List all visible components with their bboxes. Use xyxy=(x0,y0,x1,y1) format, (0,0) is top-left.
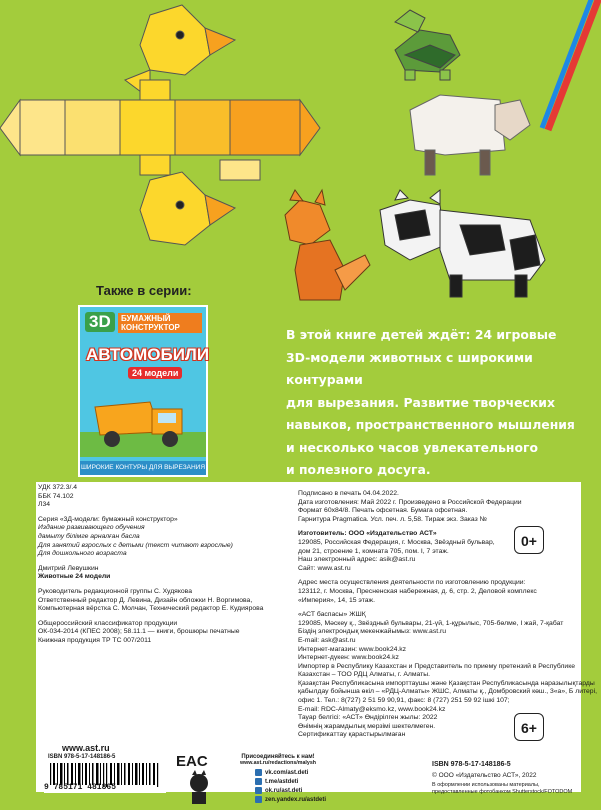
barcode-isbn: ISBN 978-5-17-148186-5 xyxy=(48,754,116,760)
imprint-line: Общероссийский классификатор продукции xyxy=(38,619,178,627)
imprint-line: Қазақстан Республикасына импорттаушы және Қазақстан Республикасында наразылықтарды xyxy=(298,679,595,687)
website-link[interactable]: www.ast.ru xyxy=(62,743,110,753)
imprint-line: Книжная продукция ТР ТС 007/2011 xyxy=(38,636,152,644)
cat-model xyxy=(285,190,370,300)
series-book-footer: ШИРОКИЕ КОНТУРЫ ДЛЯ ВЫРЕЗАНИЯ xyxy=(80,461,206,475)
turtle-model xyxy=(395,10,460,80)
imprint-line: ОК-034-2014 (КПЕС 2008); 58.11.1 — книги, брошюры печатные xyxy=(38,628,240,636)
description-line: и несколько часов увлекательного xyxy=(286,439,538,455)
imprint-line: Гарнитура Pragmatica. Усл. печ. л. 5,58. Тираж экз. Заказ № xyxy=(298,515,487,523)
imprint-line: Өнімнің жарамдылық мерзімі шектелмеген. xyxy=(298,722,436,730)
imprint-line: қабылдау бойынша өкіл – «РДЦ-Алматы» ЖШС, Алматы қ., Домбровский көш., 3«а», Б литері, xyxy=(298,688,597,696)
description-line: для вырезания. Развитие творческих xyxy=(286,394,555,410)
imprint-line: Сертификаттау қарастырылмаған xyxy=(298,731,406,739)
imprint-line: Для занятий взрослых с детьми (текст читают взрослые) xyxy=(38,541,233,549)
zen-icon xyxy=(255,796,262,803)
imprint-line: 123112, г. Москва, Пресненская набережная, д. 6, стр. 2, Деловой комплекс xyxy=(298,587,537,595)
imprint-line: E-mail: RDC-Almaty@eksmo.kz, www.book24.kz xyxy=(298,705,446,713)
imprint-line: «Империя», 14, 15 этаж. xyxy=(298,596,375,604)
imprint-line: Серия «3Д-модели: бумажный конструктор» xyxy=(38,515,178,523)
ok-icon xyxy=(255,787,262,794)
imprint-panel xyxy=(36,482,597,803)
series-book-logo-subtitle: БУМАЖНЫЙ КОНСТРУКТОР xyxy=(118,313,202,333)
imprint-line: дамыту бiлiмге арналған басла xyxy=(38,532,140,540)
telegram-icon xyxy=(255,778,262,785)
social-item-vk[interactable]: vk.com/ast.deti xyxy=(255,768,337,777)
imprint-line: Формат 60x84/8. Печать офсетная. Бумага офсетная. xyxy=(298,507,468,515)
imprint-line: 129085, Мәскеу қ., Звёздный бульвары, 21-үй, 1-құрылыс, 705-бөлме, I жай, 7-қабат xyxy=(298,619,564,627)
imprint-line: «АСТ баспасы» ЖШҚ xyxy=(298,611,366,619)
imprint-line: Л34 xyxy=(38,501,51,509)
social-item-zen[interactable]: zen.yandex.ru/astdeti xyxy=(255,795,337,804)
imprint-line: офис 1. Тел.: 8(727) 2 51 59 90,91, факс: 8 (727) 251 59 92 ішкі 107; xyxy=(298,697,510,705)
imprint-line: Дата изготовления: Май 2022 г. Произведено в Российской Федерации xyxy=(298,498,522,506)
description-line: В этой книге детей ждёт: 24 игровые xyxy=(286,327,557,342)
imprint-line: Интернет-магазин: www.book24.kz xyxy=(298,645,407,653)
social-title: Присоединяйтесь к нам! xyxy=(241,754,315,760)
series-book-badge: 24 модели xyxy=(128,367,182,379)
series-book-cover[interactable] xyxy=(78,305,208,477)
isbn: ISBN 978-5-17-148186-5 xyxy=(432,761,511,768)
truck-illustration xyxy=(80,387,206,457)
cow-model xyxy=(380,190,545,297)
imprint-line: Дмитрий Левушкин xyxy=(38,564,99,572)
series-heading: Также в серии: xyxy=(96,283,192,298)
pencil-decoration xyxy=(542,0,600,130)
duck-template xyxy=(0,5,320,245)
imprint-line: Для дошкольного возраста xyxy=(38,550,127,558)
imprint-line: Біздің электрондық мекенжайымыз: www.ast.ru xyxy=(298,628,447,636)
imprint-line: Изготовитель: ООО «Издательство АСТ» xyxy=(298,530,437,538)
social-link[interactable]: www.ast.ru/redactions/malysh xyxy=(239,760,317,766)
imprint-line: Сайт: www.ast.ru xyxy=(298,564,351,572)
social-block xyxy=(219,754,337,804)
paper-models-illustration xyxy=(0,0,601,300)
imprint-line: Руководитель редакционной группы С. Худякова xyxy=(38,587,192,595)
series-book-title: АВТОМОБИЛИ xyxy=(86,345,210,364)
imprint-left-column xyxy=(38,484,278,646)
imprint-line: Интернет-дүкен: www.book24.kz xyxy=(298,654,399,662)
barcode-number: 9 785171 481865 xyxy=(44,783,117,792)
imprint-line: Компьютерная вёрстка С. Молчан, Технический редактор Е. Кудиярова xyxy=(38,605,264,613)
book-description xyxy=(286,324,586,482)
series-book-logo: 3D xyxy=(85,312,115,332)
age-rating-badge-secondary: 6+ xyxy=(514,713,544,741)
copyright: © ООО «Издательство АСТ», 2022 xyxy=(432,772,537,779)
imprint-line: Издание развивающего обучения xyxy=(38,524,145,532)
imprint-line: ББК 74.102 xyxy=(38,492,74,500)
publisher-mascot-logo xyxy=(186,770,212,810)
description-line: навыков, пространственного мышления xyxy=(286,417,575,432)
imprint-line: дом 21, строение 1, комната 705, пом. I, 7 этаж. xyxy=(298,547,449,555)
imprint-line: 129085, Российская Федерация, г. Москва, Звёздный бульвар, xyxy=(298,538,495,546)
imprint-line: Подписано в печать 04.04.2022. xyxy=(298,490,399,497)
imprint-line: Тауар белгісі: «АСТ» Өндірілген жылы: 2022 xyxy=(298,714,438,722)
description-line: и полезного досуга. xyxy=(286,462,431,477)
eac-mark: EAC xyxy=(176,753,208,770)
imprint-line: УДК 372.3/.4 xyxy=(38,484,78,491)
description-line: 3D-модели животных с широкими контурами xyxy=(286,349,533,387)
imprint-line: Наш электронный адрес: asik@ast.ru xyxy=(298,556,416,564)
photo-credits: В оформлении использованы материалы, предоставленные фотобанком Shutterstock/FOTODOM xyxy=(432,782,573,795)
vk-icon xyxy=(255,769,262,776)
imprint-line: Казахстан – ТОО РДЦ Алматы, г. Алматы. xyxy=(298,671,431,679)
imprint-line: Животные 24 модели xyxy=(38,573,111,581)
sheep-model xyxy=(410,95,530,175)
social-item-ok[interactable]: ok.ru/ast.deti xyxy=(255,786,337,795)
imprint-line: Адрес места осуществления деятельности по изготовлению продукции: xyxy=(298,579,526,587)
age-rating-badge: 0+ xyxy=(514,526,544,554)
imprint-right-column xyxy=(298,490,597,740)
imprint-line: E-mail: ask@ast.ru xyxy=(298,636,356,644)
imprint-line: Импортер в Республику Казахстан и Представитель по приему претензий в Республике xyxy=(298,662,576,670)
imprint-line: Ответственный редактор Д. Левина, Дизайн обложки Н. Воргимова, xyxy=(38,596,253,604)
social-item-telegram[interactable]: t.me/astdeti xyxy=(255,777,337,786)
